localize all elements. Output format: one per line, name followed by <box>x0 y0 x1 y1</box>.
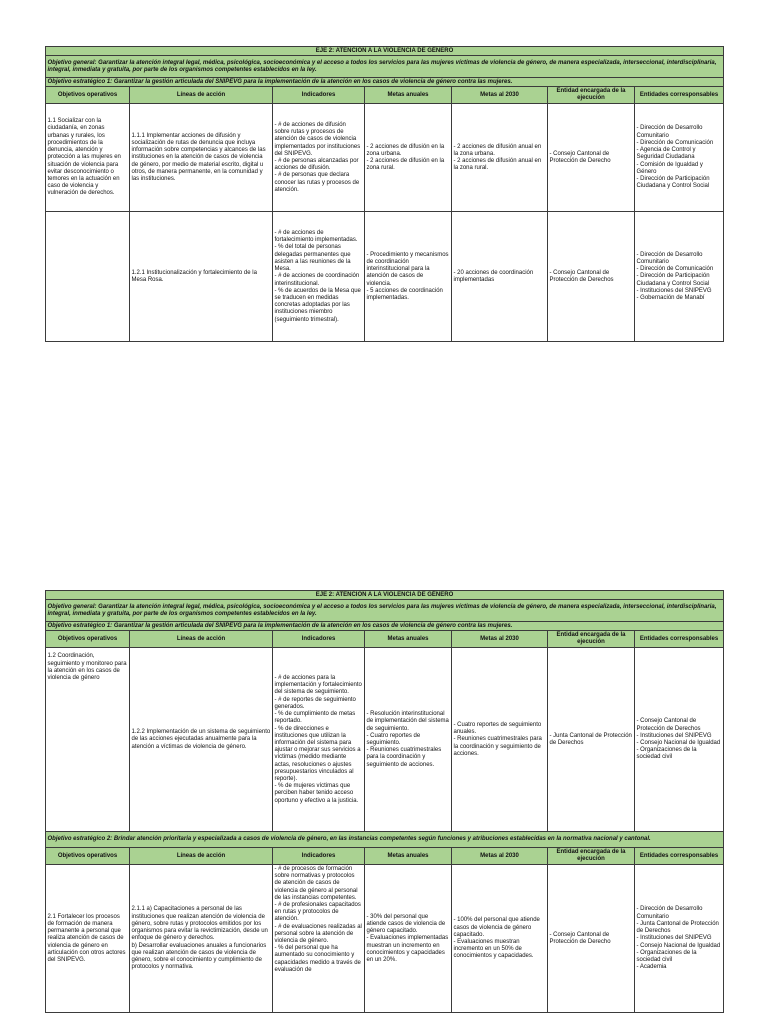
cell-goals-2030: - Cuatro reportes de seguimiento anuales. - Reuniones cuatrimestrales para la coordinación y seguimiento de acciones. <box>452 648 548 832</box>
axis-title: EJE 2: ATENCIÓN A LA VIOLENCIA DE GÉNERO <box>46 591 724 600</box>
header-indicators: Indicadores <box>273 87 365 104</box>
cell-objective <box>46 212 130 342</box>
cell-annual-goals: - 2 acciones de difusión en la zona urbana. - 2 acciones de difusión en la zona rural. <box>365 104 452 212</box>
cell-objective: 1.1 Socializar con la ciudadanía, en zonas urbanas y rurales, los procedimientos de la denuncia, atención y protección a las mujeres en situación de violencia para evitar desconocimiento o temores en la actuación en caso de violencia y vulneración de derechos. <box>46 104 130 212</box>
cell-indicators: - # de procesos de formación sobre normativas y protocolos de atención de casos de violencia de género al personal de las instancias competentes. - # de profesionales capacitados en rutas y protocolos de atención. - # de evaluaciones realizadas al personal sobre la atención de violencia de género. - % del personal que ha aumentado su conocimiento y capacidades medido a través de evaluación de <box>273 865 365 1013</box>
cell-indicators: - # de acciones para la implementación y fortalecimiento del sistema de seguimiento. - # de reportes de seguimiento generados. - % de cumplimiento de metas reportado. - % de direcciones e instituciones que utilizan la información del sistema para ajustar o mejorar sus servicios a víctimas (medido mediante actas, resoluciones o ajustes presupuestarios vinculados al reporte). - % de mujeres víctimas que perciben haber tenido acceso oportuno y efectivo a la justicia. <box>273 648 365 832</box>
header-goals-2030: Metas al 2030 <box>452 87 548 104</box>
header-action-lines: Líneas de acción <box>130 87 273 104</box>
cell-annual-goals: - Resolución interinstitucional de implementación del sistema de seguimiento. - Cuatro reportes de seguimiento. - Reuniones cuatrimestrales para la coordinación y seguimiento de acciones. <box>365 648 452 832</box>
cell-co-responsible: - Dirección de Desarrollo Comunitario - Dirección de Comunicación - Agencia de Control y Seguridad Ciudadana - Comisión de Igualdad y Género - Dirección de Participación Ciudadana y Control Social <box>635 104 724 212</box>
cell-annual-goals: - 30% del personal que atiende casos de violencia de género capacitado. - Evaluaciones implementadas muestran un incremento en conocimientos y capacidades en un 20%. <box>365 865 452 1013</box>
cell-action-line: 1.2.2 Implementación de un sistema de seguimiento de las acciones ejecutadas anualmente para la atención a víctimas de violencia de género. <box>130 648 273 832</box>
cell-goals-2030: - 20 acciones de coordinación implementadas <box>452 212 548 342</box>
header-executing-entity: Entidad encargada de la ejecución <box>548 848 635 865</box>
cell-executing-entity: - Consejo Cantonal de Protección de Derecho <box>548 104 635 212</box>
header-indicators: Indicadores <box>273 631 365 648</box>
cell-executing-entity: - Consejo Cantonal de Protección de Derecho <box>548 865 635 1013</box>
cell-executing-entity: - Junta Cantonal de Protección de Derechos <box>548 648 635 832</box>
cell-annual-goals: - Procedimiento y mecanismos de coordinación interinstitucional para la atención de casos de violencia. - 5 acciones de coordinación implementadas. <box>365 212 452 342</box>
table-row <box>46 212 724 342</box>
header-co-responsible-entities: Entidades corresponsables <box>635 87 724 104</box>
strategic-objective-1: Objetivo estratégico 1: Garantizar la gestión articulada del SNIPEVG para la implementación de la atención en los casos de violencia de género contra las mujeres. <box>46 622 724 631</box>
column-header-row <box>46 631 724 648</box>
axis-title: EJE 2: ATENCIÓN A LA VIOLENCIA DE GÉNERO <box>46 47 724 56</box>
header-executing-entity: Entidad encargada de la ejecución <box>548 87 635 104</box>
column-header-row <box>46 87 724 104</box>
cell-action-line: 1.1.1 Implementar acciones de difusión y socialización de rutas de denuncia que incluya información sobre competencias y alcances de las instituciones en la atención de casos de violencia de género, por medio de material escrito, digital u otros, de manera permanente, en la comunidad y las instituciones. <box>130 104 273 212</box>
header-annual-goals: Metas anuales <box>365 631 452 648</box>
header-co-responsible-entities: Entidades corresponsables <box>635 631 724 648</box>
plan-table-page-1 <box>45 46 724 342</box>
cell-indicators: - # de acciones de fortalecimiento implementadas. - % del total de personas delegadas permanentes que asisten a las reuniones de la Mesa. - # de acciones de coordinación interinstitucional. - % de acuerdos de la Mesa que se traducen en medidas concretas adoptadas por las instituciones miembro (seguimiento trimestral). <box>273 212 365 342</box>
header-co-responsible-entities: Entidades corresponsables <box>635 848 724 865</box>
header-indicators: Indicadores <box>273 848 365 865</box>
cell-objective: 1.2 Coordinación, seguimiento y monitoreo para la atención en los casos de violencia de género <box>46 648 130 832</box>
cell-executing-entity: - Consejo Cantonal de Protección de Derechos <box>548 212 635 342</box>
cell-action-line: 2.1.1 a) Capacitaciones a personal de las instituciones que realizan atención de violencia de género, sobre rutas y protocolos emitidos por los organismos para evitar la revictimización, desde un enfoque de género y derechos. b) Desarrollar evaluaciones anuales a funcionarios que realizan atención de casos de violencia de género, sobre el conocimiento y cumplimiento de protocolos y normativa. <box>130 865 273 1013</box>
cell-co-responsible: - Dirección de Desarrollo Comunitario - Junta Cantonal de Protección de Derechos - Instituciones del SNIPEVG - Consejo Nacional de Igualdad - Organizaciones de la sociedad civil - Academia <box>635 865 724 1013</box>
header-operational-objectives: Objetivos operativos <box>46 87 130 104</box>
cell-goals-2030: - 2 acciones de difusión anual en la zona urbana. - 2 acciones de difusión anual en la zona rural. <box>452 104 548 212</box>
general-objective: Objetivo general: Garantizar la atención integral legal, médica, psicológica, socioeconómica y el acceso a todos los servicios para las mujeres víctimas de violencia de género, de manera especializada, interseccional, interdisciplinaria, integral, inmediata y gratuita, por parte de los organismos competentes establecidos en la ley. <box>46 56 724 78</box>
cell-co-responsible: - Consejo Cantonal de Protección de Derechos - Instituciones del SNIPEVG - Consejo Nacional de Igualdad - Organizaciones de la sociedad civil <box>635 648 724 832</box>
header-annual-goals: Metas anuales <box>365 848 452 865</box>
header-annual-goals: Metas anuales <box>365 87 452 104</box>
cell-objective: 2.1 Fortalecer los procesos de formación de manera permanente a personal que realiza atención de casos de violencia de género en articulación con otros actores del SNIPEVG. <box>46 865 130 1013</box>
table-row <box>46 648 724 832</box>
header-goals-2030: Metas al 2030 <box>452 848 548 865</box>
header-operational-objectives: Objetivos operativos <box>46 848 130 865</box>
table-row <box>46 104 724 212</box>
general-objective: Objetivo general: Garantizar la atención integral legal, médica, psicológica, socioeconómica y el acceso a todos los servicios para las mujeres víctimas de violencia de género, de manera especializada, interseccional, interdisciplinaria, integral, inmediata y gratuita, por parte de los organismos competentes establecidos en la ley. <box>46 600 724 622</box>
header-action-lines: Líneas de acción <box>130 848 273 865</box>
cell-goals-2030: - 100% del personal que atiende casos de violencia de género capacitado. - Evaluaciones muestran incremento en un 50% de conocimientos y capacidades. <box>452 865 548 1013</box>
header-goals-2030: Metas al 2030 <box>452 631 548 648</box>
cell-co-responsible: - Dirección de Desarrollo Comunitario - Dirección de Comunicación - Dirección de Participación Ciudadana y Control Social - Instituciones del SNIPEVG - Gobernación de Manabí <box>635 212 724 342</box>
strategic-objective-2: Objetivo estratégico 2: Brindar atención prioritaria y especializada a casos de violencia de género, en las instancias competentes según funciones y atribuciones establecidas en la normativa nacional y cantonal. <box>46 832 724 848</box>
cell-indicators: - # de acciones de difusión sobre rutas y procesos de atención de casos de violencia implementados por instituciones del SNIPEVG. - # de personas alcanzadas por acciones de difusión. - # de personas que declara conocer las rutas y procesos de atención. <box>273 104 365 212</box>
column-header-row <box>46 848 724 865</box>
header-executing-entity: Entidad encargada de la ejecución <box>548 631 635 648</box>
strategic-objective-1: Objetivo estratégico 1: Garantizar la gestión articulada del SNIPEVG para la implementación de la atención en los casos de violencia de género contra las mujeres. <box>46 78 724 87</box>
table-row <box>46 865 724 1013</box>
header-action-lines: Líneas de acción <box>130 631 273 648</box>
header-operational-objectives: Objetivos operativos <box>46 631 130 648</box>
cell-action-line: 1.2.1 Institucionalización y fortalecimiento de la Mesa Rosa. <box>130 212 273 342</box>
plan-table-page-2 <box>45 590 724 1013</box>
